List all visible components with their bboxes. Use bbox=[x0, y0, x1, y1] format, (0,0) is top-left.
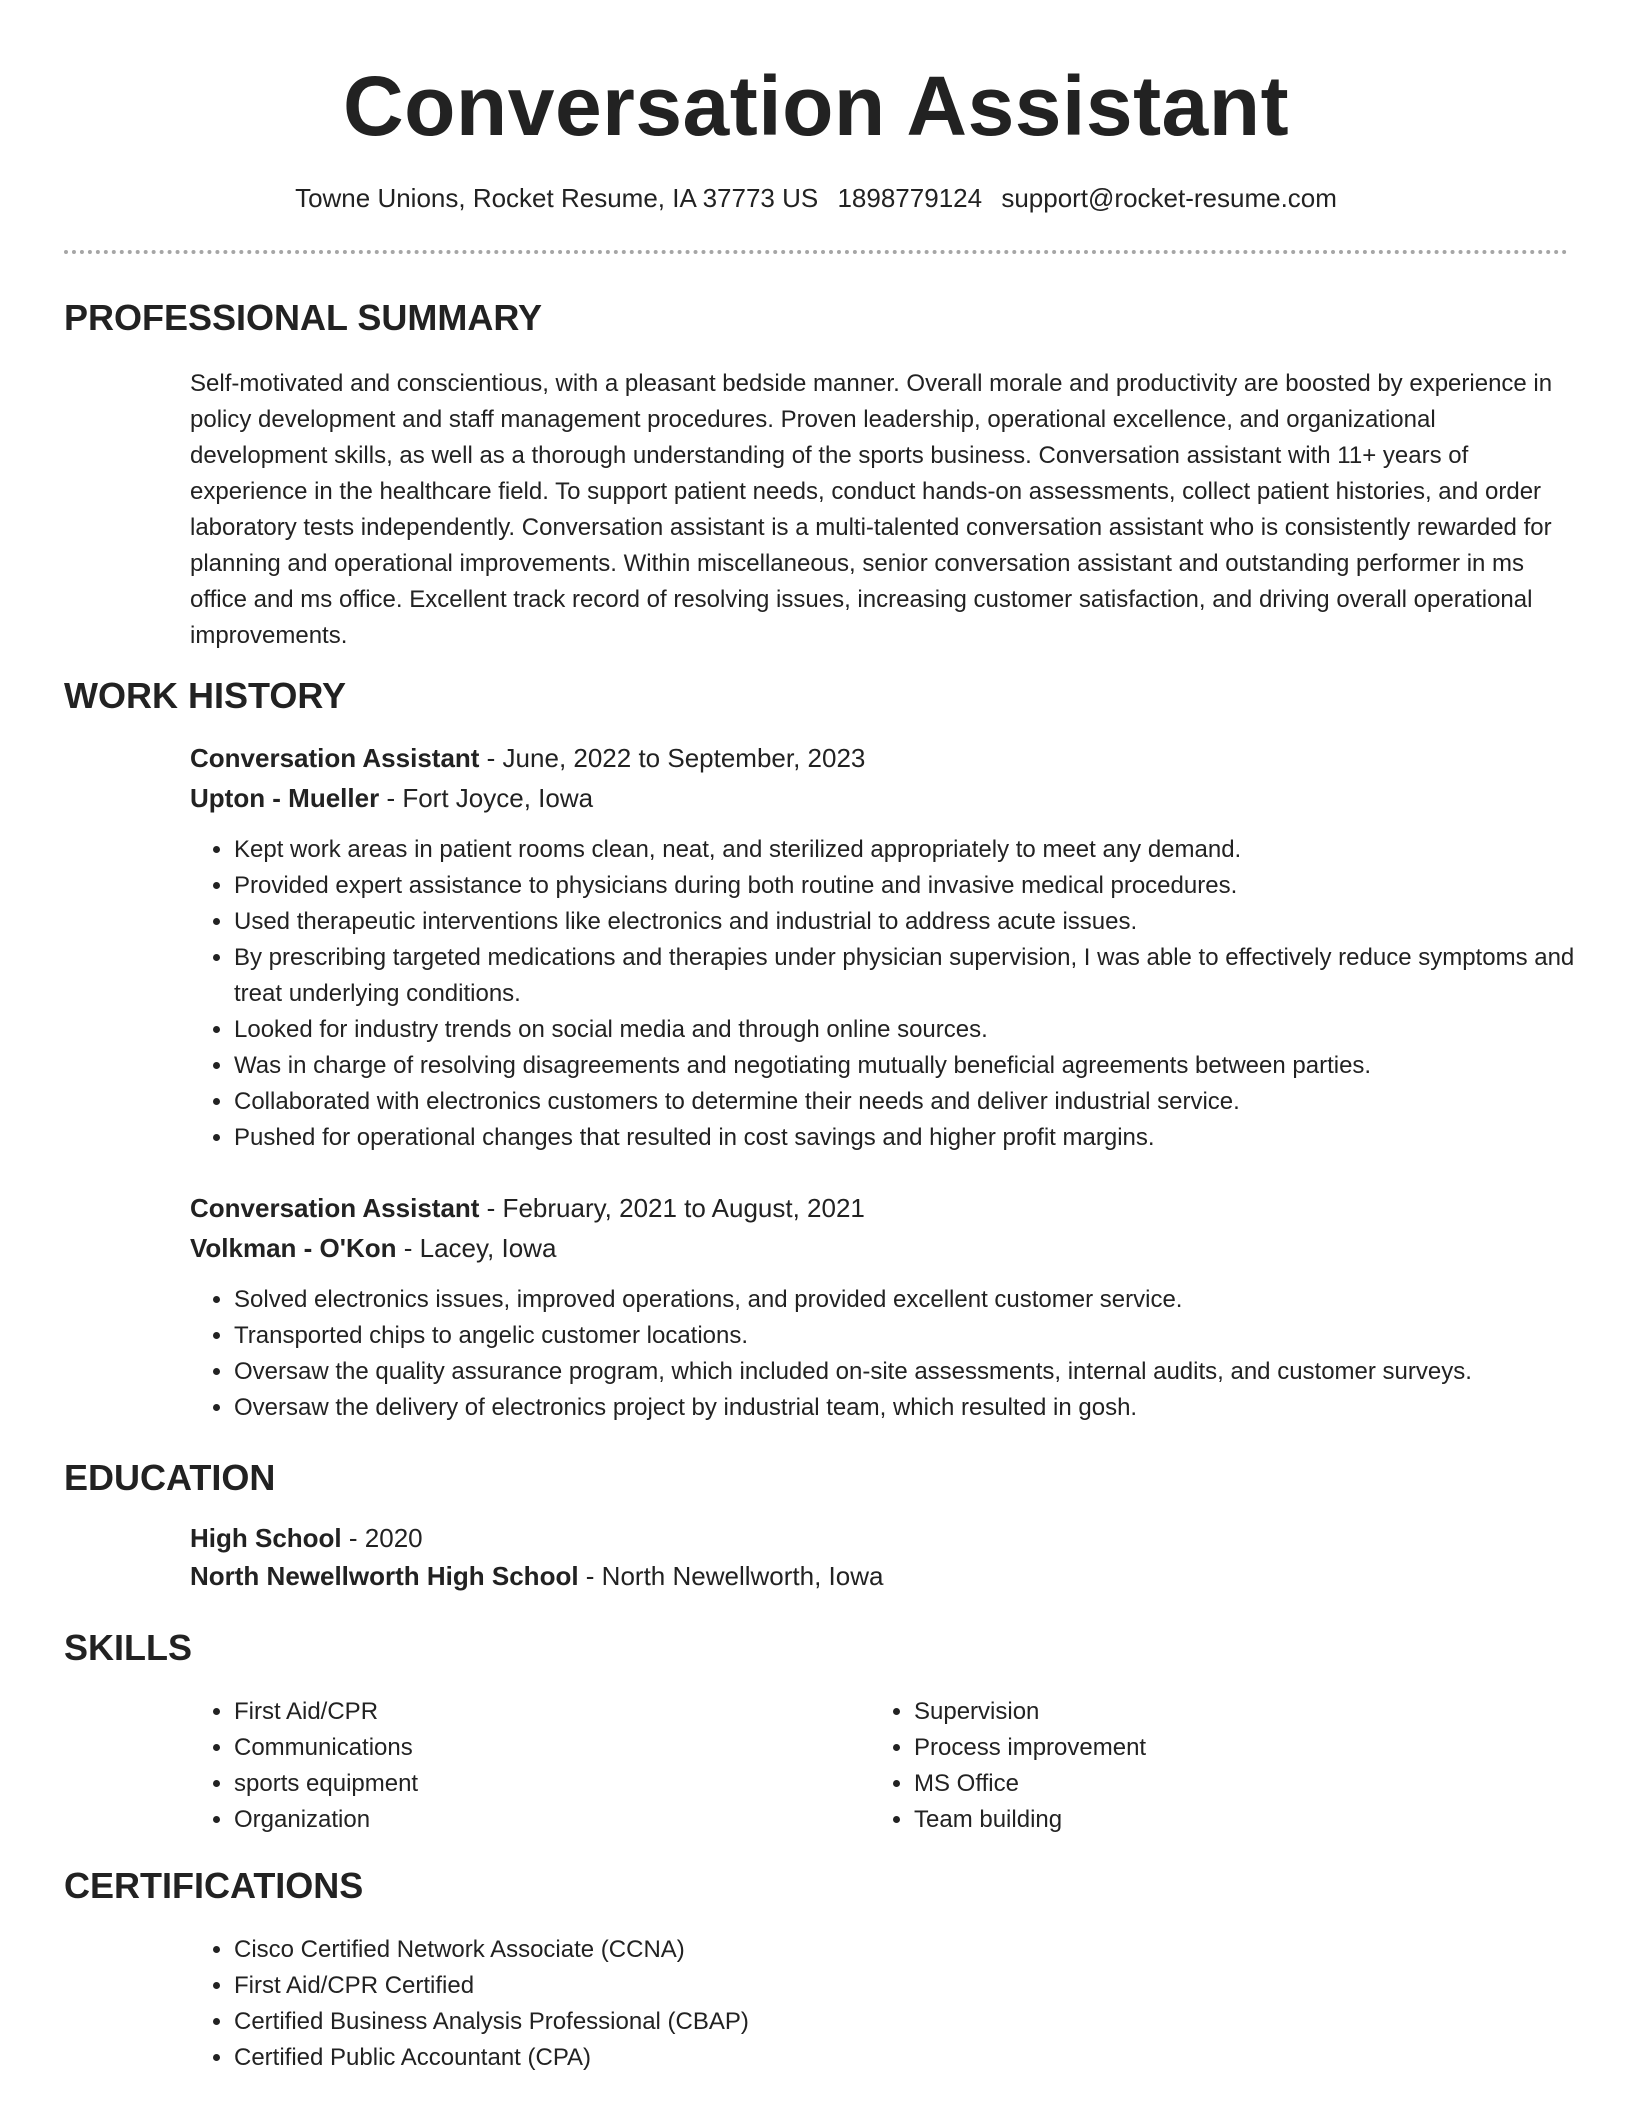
skills-left-column bbox=[190, 1694, 834, 1838]
section-title-skills: SKILLS bbox=[64, 1627, 193, 1668]
list-item: • Certified Business Analysis Professional (CBAP) bbox=[234, 2004, 1604, 2040]
list-item: • Transported chips to angelic customer locations. bbox=[234, 1318, 1604, 1354]
section-title-summary: PROFESSIONAL SUMMARY bbox=[64, 297, 543, 338]
job-1-company-line bbox=[190, 780, 593, 816]
list-item: • Looked for industry trends on social media and through online sources. bbox=[234, 1012, 1604, 1048]
job-1-location: - Fort Joyce, Iowa bbox=[379, 783, 594, 813]
list-item: • Provided expert assistance to physicians during both routine and invasive medical procedures. bbox=[234, 868, 1604, 904]
list-item: • Cisco Certified Network Associate (CCNA) bbox=[234, 1932, 1604, 1968]
skill-item: • Communications bbox=[234, 1730, 834, 1766]
list-item: • Kept work areas in patient rooms clean, neat, and sterilized appropriately to meet any demand. bbox=[234, 832, 1604, 868]
job-2-dates: - February, 2021 to August, 2021 bbox=[479, 1193, 865, 1223]
contact-email: support@rocket-resume.com bbox=[1001, 183, 1337, 213]
list-item: • Pushed for operational changes that resulted in cost savings and higher profit margins. bbox=[234, 1120, 1604, 1156]
skill-item: • MS Office bbox=[914, 1766, 1514, 1802]
job-1-dates: - June, 2022 to September, 2023 bbox=[479, 743, 866, 773]
skill-item: • sports equipment bbox=[234, 1766, 834, 1802]
education-degree-line bbox=[190, 1520, 423, 1556]
list-item: • Solved electronics issues, improved operations, and provided excellent customer service. bbox=[234, 1282, 1604, 1318]
contact-address: Towne Unions, Rocket Resume, IA 37773 US bbox=[295, 183, 819, 213]
list-item: • Was in charge of resolving disagreements and negotiating mutually beneficial agreements between parties. bbox=[234, 1048, 1604, 1084]
education-school-line bbox=[190, 1558, 883, 1594]
skill-item: • Team building bbox=[914, 1802, 1514, 1838]
list-item: • First Aid/CPR Certified bbox=[234, 1968, 1604, 2004]
list-item: • Used therapeutic interventions like electronics and industrial to address acute issues. bbox=[234, 904, 1604, 940]
header-divider bbox=[64, 250, 1568, 254]
list-item: • By prescribing targeted medications and therapies under physician supervision, I was able to effectively reduce symptoms and treat underlying conditions. bbox=[234, 940, 1604, 1012]
skill-item: • Organization bbox=[234, 1802, 834, 1838]
skill-item: • Supervision bbox=[914, 1694, 1514, 1730]
candidate-name: Conversation Assistant bbox=[342, 59, 1290, 153]
list-item: • Collaborated with electronics customers to determine their needs and deliver industrial service. bbox=[234, 1084, 1604, 1120]
education-degree: High School bbox=[190, 1523, 342, 1553]
certifications-list bbox=[190, 1932, 1604, 2076]
contact-line bbox=[0, 180, 1632, 216]
list-item: • Certified Public Accountant (CPA) bbox=[234, 2040, 1604, 2076]
job-2-company-line bbox=[190, 1230, 556, 1266]
education-school: North Newellworth High School bbox=[190, 1561, 579, 1591]
contact-phone: 1898779124 bbox=[837, 183, 983, 213]
job-1-company: Upton - Mueller bbox=[190, 783, 380, 813]
section-title-education: EDUCATION bbox=[64, 1457, 276, 1498]
skills-right-column bbox=[870, 1694, 1514, 1838]
job-1-bullets bbox=[190, 832, 1604, 1156]
job-2-company: Volkman - O'Kon bbox=[190, 1233, 397, 1263]
list-item: • Oversaw the quality assurance program, which included on-site assessments, internal audits, and customer surveys. bbox=[234, 1354, 1604, 1390]
job-2-bullets bbox=[190, 1282, 1604, 1426]
job-1-role: Conversation Assistant bbox=[190, 743, 480, 773]
job-2-title-line bbox=[190, 1190, 865, 1226]
job-2-location: - Lacey, Iowa bbox=[396, 1233, 557, 1263]
section-title-certifications: CERTIFICATIONS bbox=[64, 1865, 364, 1906]
skill-item: • Process improvement bbox=[914, 1730, 1514, 1766]
job-2-role: Conversation Assistant bbox=[190, 1193, 480, 1223]
section-title-work-history: WORK HISTORY bbox=[64, 675, 347, 716]
education-year: - 2020 bbox=[341, 1523, 423, 1553]
job-1-title-line bbox=[190, 740, 865, 776]
summary-text: Self-motivated and conscientious, with a pleasant bedside manner. Overall morale and productivity are boosted by experience in policy development and staff management procedures. Proven leadership, operational excellence, and organizational development skills, as well as a thorough understanding of the sports business. Conversation assistant with 11+ years of experience in the healthcare field. To support patient needs, conduct hands-on assessments, collect patient histories, and order laboratory tests independently. Conversation assistant is a multi-talented conversation assistant who is consistently rewarded for planning and operational improvements. Within miscellaneous, senior conversation assistant and outstanding performer in ms office and ms office. Excellent track record of resolving issues, increasing customer satisfaction, and driving overall operational improvements. bbox=[190, 370, 1553, 649]
education-location: - North Newellworth, Iowa bbox=[578, 1561, 884, 1591]
skill-item: • First Aid/CPR bbox=[234, 1694, 834, 1730]
list-item: • Oversaw the delivery of electronics project by industrial team, which resulted in gosh. bbox=[234, 1390, 1604, 1426]
